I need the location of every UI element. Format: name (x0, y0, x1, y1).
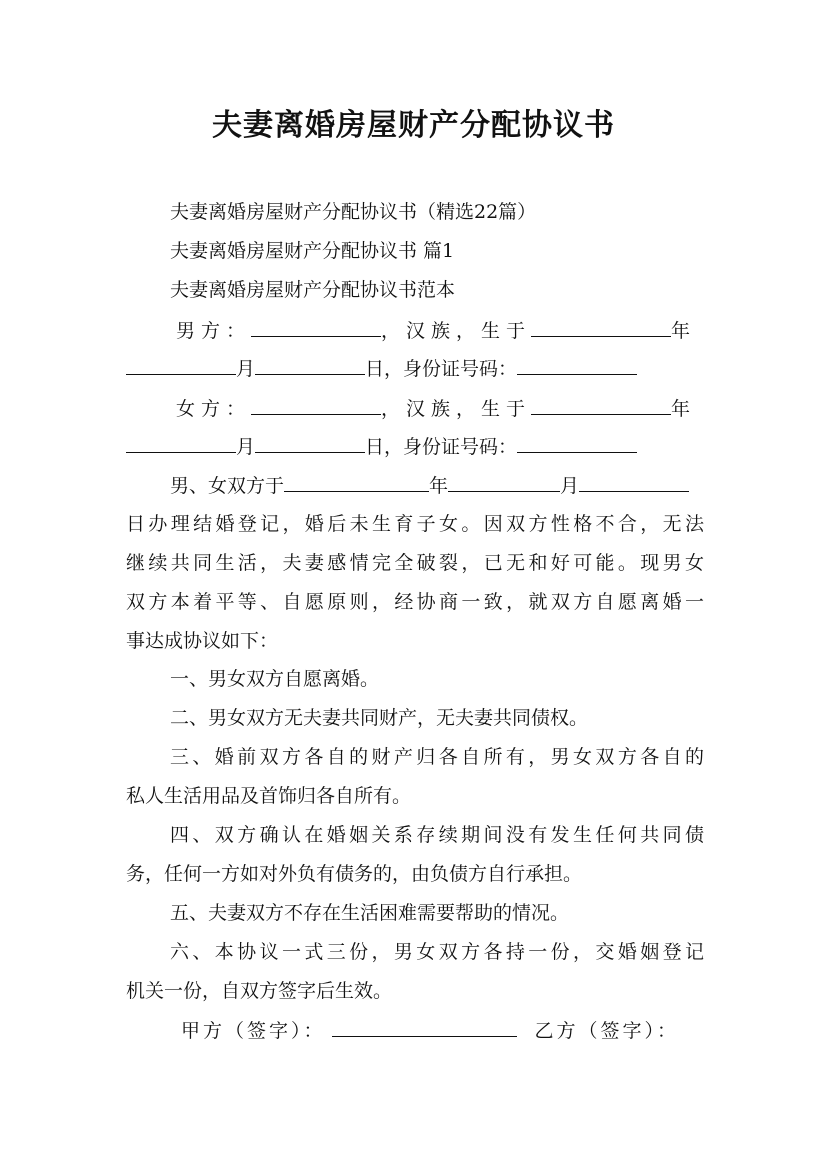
man-birth-month-blank (126, 354, 236, 375)
marriage-day-blank (579, 471, 689, 492)
party-a-signature-label: 甲方（签字）： (181, 1020, 326, 1042)
man-ethnicity-text: ，汉族，生于 (381, 320, 532, 342)
template-heading: 夫妻离婚房屋财产分配协议书范本 (170, 279, 456, 301)
woman-birth-month-blank (126, 432, 236, 453)
clause-2: 二、男女双方无夫妻共同财产，无夫妻共同债权。 (170, 707, 589, 729)
man-birth-year-blank (531, 316, 671, 337)
man-birth-day-blank (255, 354, 365, 375)
man-year-text: 年 (671, 320, 691, 342)
marriage-line5: 事达成协议如下： (126, 630, 279, 652)
woman-info-line2 (126, 432, 704, 461)
woman-label: 女方： (176, 398, 252, 420)
woman-info-line1 (126, 394, 704, 423)
clause-3-line1: 三、婚前双方各自的财产归各自所有，男女双方各自的 (170, 746, 704, 768)
woman-id-blank (517, 432, 637, 453)
clause-5: 五、夫妻双方不存在生活困难需要帮助的情况。 (170, 902, 570, 924)
man-month-text: 月 (236, 358, 256, 380)
marriage-line3: 继续共同生活，夫妻感情完全破裂，已无和好可能。现男女 (126, 552, 704, 574)
man-info-line2 (126, 354, 704, 383)
party-b-signature-label: 乙方（签字）： (534, 1020, 680, 1042)
woman-birth-year-blank (531, 394, 671, 415)
woman-year-text: 年 (671, 398, 691, 420)
woman-day-id-text: 日，身份证号码： (365, 436, 518, 458)
marriage-line1 (126, 471, 704, 500)
man-label: 男方： (176, 320, 252, 342)
woman-birth-day-blank (255, 432, 365, 453)
woman-ethnicity-text: ，汉族，生于 (381, 398, 532, 420)
marriage-year-text: 年 (429, 475, 449, 497)
signature-line (126, 1016, 704, 1045)
clause-3-line2: 私人生活用品及首饰归各自所有。 (126, 785, 412, 807)
party-a-signature-blank (332, 1016, 517, 1037)
clause-4-line2: 务，任何一方如对外负有债务的，由负债方自行承担。 (126, 863, 583, 885)
document-subtitle: 夫妻离婚房屋财产分配协议书（精选22篇） (170, 201, 537, 223)
woman-month-text: 月 (236, 436, 256, 458)
man-name-blank (251, 316, 381, 337)
marriage-month-blank (448, 471, 560, 492)
marriage-line4: 双方本着平等、自愿原则，经协商一致，就双方自愿离婚一 (126, 591, 704, 613)
man-id-blank (517, 354, 637, 375)
clause-6-line2: 机关一份，自双方签字后生效。 (126, 980, 393, 1002)
clause-4-line1: 四、双方确认在婚姻关系存续期间没有发生任何共同债 (170, 824, 704, 846)
man-info-line1 (126, 316, 704, 345)
woman-name-blank (251, 394, 381, 415)
section-heading: 夫妻离婚房屋财产分配协议书 篇1 (170, 240, 455, 262)
clause-1: 一、男女双方自愿离婚。 (170, 668, 380, 690)
marriage-intro: 男、女双方于 (170, 475, 285, 497)
man-day-id-text: 日，身份证号码： (365, 358, 518, 380)
document-title: 夫妻离婚房屋财产分配协议书 (212, 108, 615, 143)
clause-6-line1: 六、本协议一式三份，男女双方各持一份，交婚姻登记 (170, 941, 704, 963)
marriage-line2: 日办理结婚登记，婚后未生育子女。因双方性格不合，无法 (126, 513, 704, 535)
marriage-month-text: 月 (560, 475, 580, 497)
marriage-year-blank (284, 471, 429, 492)
